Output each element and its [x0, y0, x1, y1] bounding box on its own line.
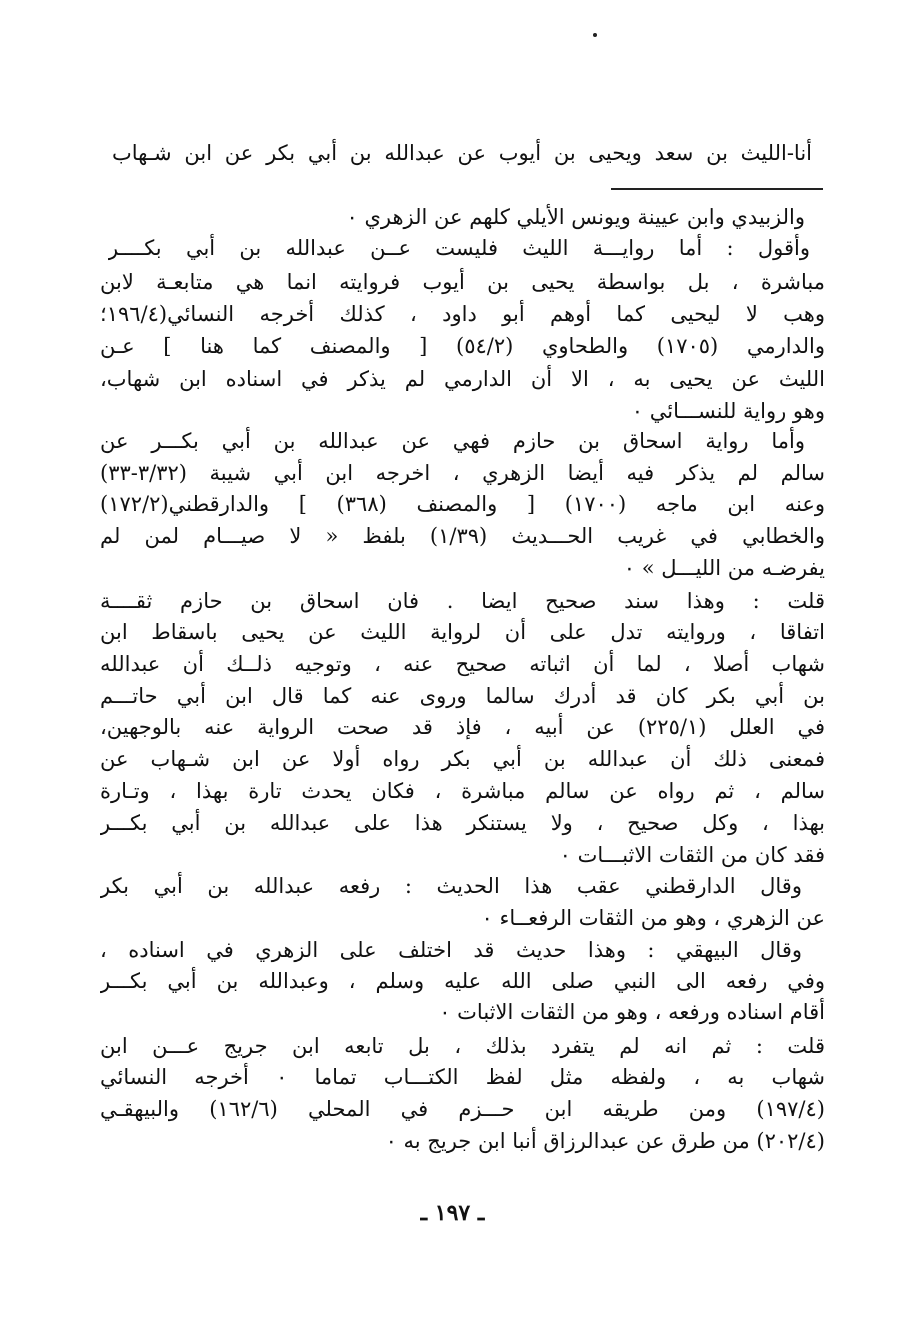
text-line: وفي رفعه الى النبي صلى الله عليه وسلم ، وعبدالله بن أبي بكـــر: [100, 969, 825, 993]
header-line: أنا-الليث بن سعد ويحيى بن أيوب عن عبدالله بن أبي بكر عن ابن شـهاب: [112, 141, 812, 165]
text-line: بن أبي بكر كان قد أدرك سالما وروى عنه كما قال ابن أبي حاتـــم: [100, 684, 825, 708]
text-line: وقال البيهقي : وهذا حديث قد اختلف على الزهري في اسناده ،: [100, 938, 802, 962]
text-line: وهب لا ليحيى كما أوهم أبو داود ، كذلك أخرجه النسائي(١٩٦/٤؛: [100, 302, 825, 326]
ink-speck: [593, 33, 597, 37]
text-line: قلت : وهذا سند صحيح ايضا . فان اسحاق بن حازم ثقــــة: [100, 589, 825, 613]
text-line: (١٩٧/٤) ومن طريقه ابن حـــزم في المحلي (١٦٢/٦) والبيهقـي: [100, 1097, 825, 1121]
text-line: وأقول : أما روايـــة الليث فليست عــن عبدالله بن أبي بكــــر: [108, 236, 810, 260]
text-line: والزبيدي وابن عيينة ويونس الأيلي كلهم عن الزهري ٠: [346, 205, 805, 229]
text-line: في العلل (٢٢٥/١) عن أبيه ، فإذ قد صحت الرواية عنه بالوجهين،: [100, 715, 825, 739]
text-line: قلت : ثم انه لم يتفرد بذلك ، بل تابعه ابن جريج عـــن ابن: [100, 1034, 825, 1058]
text-line: وعنه ابن ماجه (١٧٠٠) [ والمصنف (٣٦٨) ] والدارقطني(١٧٢/٢): [100, 492, 825, 516]
text-line: شهاب أصلا ، لما أن اثباته صحيح عنه ، وتوجيه ذلــك أن عبدالله: [100, 652, 825, 676]
text-line: والخطابي في غريب الحـــديث (١/٣٩) بلفظ « لا صيـــام لمن لم: [100, 524, 825, 548]
text-line: الليث عن يحيى به ، الا أن الدارمي لم يذكر في اسناده ابن شهاب،: [100, 367, 825, 391]
text-line: مباشرة ، بل بواسطة يحيى بن أيوب فروايته انما هي متابعـة لابن: [100, 270, 825, 294]
text-line: بهذا ، وكل صحيح ، ولا يستنكر هذا على عبدالله بن أبي بكـــر: [100, 811, 825, 835]
text-line: شهاب به ، ولفظه مثل لفظ الكتـــاب تماما ٠ أخرجه النسائي: [100, 1065, 825, 1089]
text-line: اتفاقا ، وروايته تدل على أن لرواية الليث عن يحيى باسقاط ابن: [100, 620, 825, 644]
text-line: أقام اسناده ورفعه ، وهو من الثقات الاثبات ٠: [439, 1000, 825, 1024]
text-line: فقد كان من الثقات الاثبـــات ٠: [559, 843, 825, 867]
header-rule: [611, 188, 823, 190]
text-line: سالم لم يذكر فيه أيضا الزهري ، اخرجه ابن أبي شيبة (٣/٣٢-٣٣): [100, 461, 825, 485]
text-line: يفرضـه من الليـــل » ٠: [623, 556, 825, 580]
text-line: والدارمي (١٧٠٥) والطحاوي (٥٤/٢) [ والمصنف كما هنا ] عـن: [100, 334, 825, 358]
text-line: وقال الدارقطني عقب هذا الحديث : رفعه عبدالله بن أبي بكر: [100, 874, 802, 898]
page-number: ـ ١٩٧ ـ: [420, 1200, 485, 1226]
text-line: (٢٠٢/٤) من طرق عن عبدالرزاق أنبا ابن جريج به ٠: [385, 1129, 825, 1153]
text-line: فمعنى ذلك أن عبدالله بن أبي بكر رواه أولا عن ابن شـهاب عن: [100, 747, 825, 771]
text-line: وهو رواية للنســـائي ٠: [631, 399, 825, 423]
text-line: وأما رواية اسحاق بن حازم فهي عن عبدالله بن أبي بكـــر عن: [100, 429, 805, 453]
text-line: سالم ، ثم رواه عن سالم مباشرة ، فكان يحدث تارة بهذا ، وتـارة: [100, 779, 825, 803]
text-line: عن الزهري ، وهو من الثقات الرفعــاء ٠: [481, 906, 825, 930]
